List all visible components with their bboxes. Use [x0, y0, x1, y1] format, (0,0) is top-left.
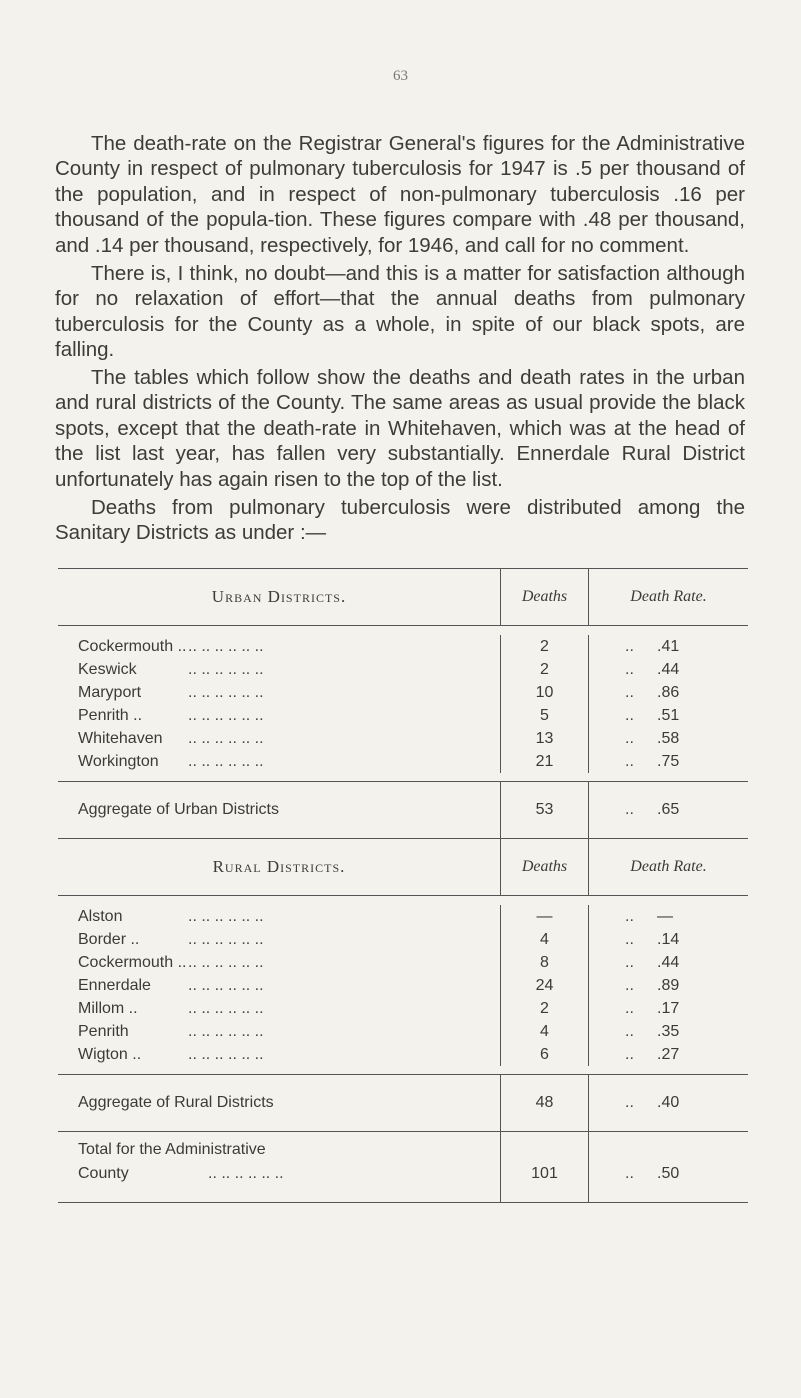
district-rate: .27	[657, 1046, 680, 1063]
urban-aggregate-row	[58, 782, 748, 839]
district-deaths: 13	[500, 727, 588, 750]
district-deaths: —	[500, 905, 588, 928]
rural-aggregate-deaths: 48	[500, 1075, 588, 1131]
urban-aggregate-rate: .65	[657, 801, 680, 818]
district-rate: .17	[657, 1000, 680, 1017]
county-total-label-line1: Total for the Administrative	[78, 1141, 266, 1158]
rural-header-row	[58, 839, 748, 896]
paragraph-death-rate: The death-rate on the Registrar General's figures for the Administrative County in respect of pulmonary tuberculosis for 1947 is .5 per thousand of the population, and in respect of non-pulmonary tuberculosis .16 per thousand of the popula-tion. These figures compare with .48 per thousand, and .14 per thousand, respectively, for 1946, and call for no comment.	[55, 132, 745, 257]
district-rate: .44	[657, 661, 680, 678]
district-deaths: 21	[500, 750, 588, 773]
district-rate: —	[657, 908, 673, 925]
rural-rate-header: Death Rate.	[588, 839, 748, 895]
district-rate: .35	[657, 1023, 680, 1040]
district-rate: .44	[657, 954, 680, 971]
urban-aggregate-label: Aggregate of Urban Districts	[78, 801, 279, 818]
county-total-deaths: 101	[500, 1132, 588, 1202]
district-rate: .58	[657, 730, 680, 747]
rural-district-row: Penrith .. .. .. .. .. .. 4 .. .35	[58, 1020, 748, 1043]
rural-district-row: Cockermouth .. .. .. .. .. .. .. 8 .. .44	[58, 951, 748, 974]
district-deaths: 5	[500, 704, 588, 727]
county-total-label: Total for the Administrative County .. .. .. .. .. ..	[58, 1132, 500, 1202]
rural-district-row: Alston .. .. .. .. .. .. — .. —	[58, 905, 748, 928]
county-total-row	[58, 1132, 748, 1203]
rural-districts-header: Rural Districts.	[212, 857, 346, 876]
county-total-rate-cell: .. .50	[588, 1132, 748, 1202]
district-name: Cockermouth ..	[78, 637, 187, 655]
district-deaths: 4	[500, 1020, 588, 1043]
rural-aggregate-label: Aggregate of Rural Districts	[78, 1094, 274, 1111]
paragraph-falling-deaths: There is, I think, no doubt—and this is a matter for satisfaction although for no relaxation of effort—that the annual deaths from pulmonary tuberculosis for the County as a whole, in spite of our black spots, are falling.	[55, 262, 745, 362]
rural-aggregate-row	[58, 1075, 748, 1132]
district-name: Keswick	[78, 660, 137, 678]
district-deaths: 6	[500, 1043, 588, 1066]
district-deaths: 4	[500, 928, 588, 951]
district-rate: .51	[657, 707, 680, 724]
rural-district-row: Ennerdale .. .. .. .. .. .. 24 .. .89	[58, 974, 748, 997]
district-rate: .89	[657, 977, 680, 994]
paragraph-tables-intro: The tables which follow show the deaths and death rates in the urban and rural districts of the County. The same areas as usual provide the black spots, except that the death-rate in Whitehaven, which was at the head of the list last year, has fallen very substantially. Ennerdale Rural District unfortunately has again risen to the top of the list.	[55, 366, 745, 491]
urban-district-row: Whitehaven .. .. .. .. .. .. 13 .. .58	[58, 727, 748, 750]
district-name: Penrith ..	[78, 706, 143, 724]
paragraph-distribution: Deaths from pulmonary tuberculosis were distributed among the Sanitary Districts as under :—	[55, 496, 745, 545]
rural-district-row: Border .. .. .. .. .. .. .. 4 .. .14	[58, 928, 748, 951]
district-rate: .86	[657, 684, 680, 701]
urban-aggregate-deaths: 53	[500, 782, 588, 838]
urban-rows	[58, 626, 748, 782]
page-number: 63	[393, 68, 408, 84]
district-name: Penrith	[78, 1022, 129, 1040]
rural-deaths-header: Deaths	[500, 839, 588, 895]
district-name: Alston	[78, 907, 123, 925]
district-name: Millom ..	[78, 999, 138, 1017]
rural-district-row: Wigton .. .. .. .. .. .. .. 6 .. .27	[58, 1043, 748, 1066]
urban-aggregate-rate-cell: .. .65	[588, 782, 748, 838]
district-deaths: 24	[500, 974, 588, 997]
urban-districts-header: Urban Districts.	[211, 587, 347, 606]
urban-district-row: Penrith .. .. .. .. .. .. .. 5 .. .51	[58, 704, 748, 727]
district-name: Workington	[78, 752, 159, 770]
district-deaths: 2	[500, 635, 588, 658]
district-name: Whitehaven	[78, 729, 163, 747]
urban-district-row: Workington .. .. .. .. .. .. 21 .. .75	[58, 750, 748, 773]
district-rate: .41	[657, 638, 680, 655]
district-deaths: 8	[500, 951, 588, 974]
district-name: Wigton ..	[78, 1045, 142, 1063]
district-name: Ennerdale	[78, 976, 151, 994]
rural-rows	[58, 896, 748, 1075]
district-name: Maryport	[78, 683, 142, 701]
county-total-rate: .50	[657, 1165, 680, 1182]
district-name: Cockermouth ..	[78, 953, 187, 971]
rural-aggregate-rate-cell: .. .40	[588, 1075, 748, 1131]
district-deaths: 10	[500, 681, 588, 704]
urban-district-row: Keswick .. .. .. .. .. .. 2 .. .44	[58, 658, 748, 681]
urban-rate-header: Death Rate.	[588, 569, 748, 625]
rural-district-row: Millom .. .. .. .. .. .. .. 2 .. .17	[58, 997, 748, 1020]
urban-deaths-header: Deaths	[500, 569, 588, 625]
county-total-label-line2: County	[78, 1165, 129, 1182]
district-deaths: 2	[500, 658, 588, 681]
urban-district-row: Cockermouth .. .. .. .. .. .. .. 2 .. .41	[58, 635, 748, 658]
district-name: Border ..	[78, 930, 140, 948]
urban-district-row: Maryport .. .. .. .. .. .. 10 .. .86	[58, 681, 748, 704]
rural-aggregate-rate: .40	[657, 1094, 680, 1111]
deaths-table	[58, 568, 748, 1203]
urban-header-row	[58, 568, 748, 626]
district-rate: .14	[657, 931, 680, 948]
district-deaths: 2	[500, 997, 588, 1020]
district-rate: .75	[657, 753, 680, 770]
